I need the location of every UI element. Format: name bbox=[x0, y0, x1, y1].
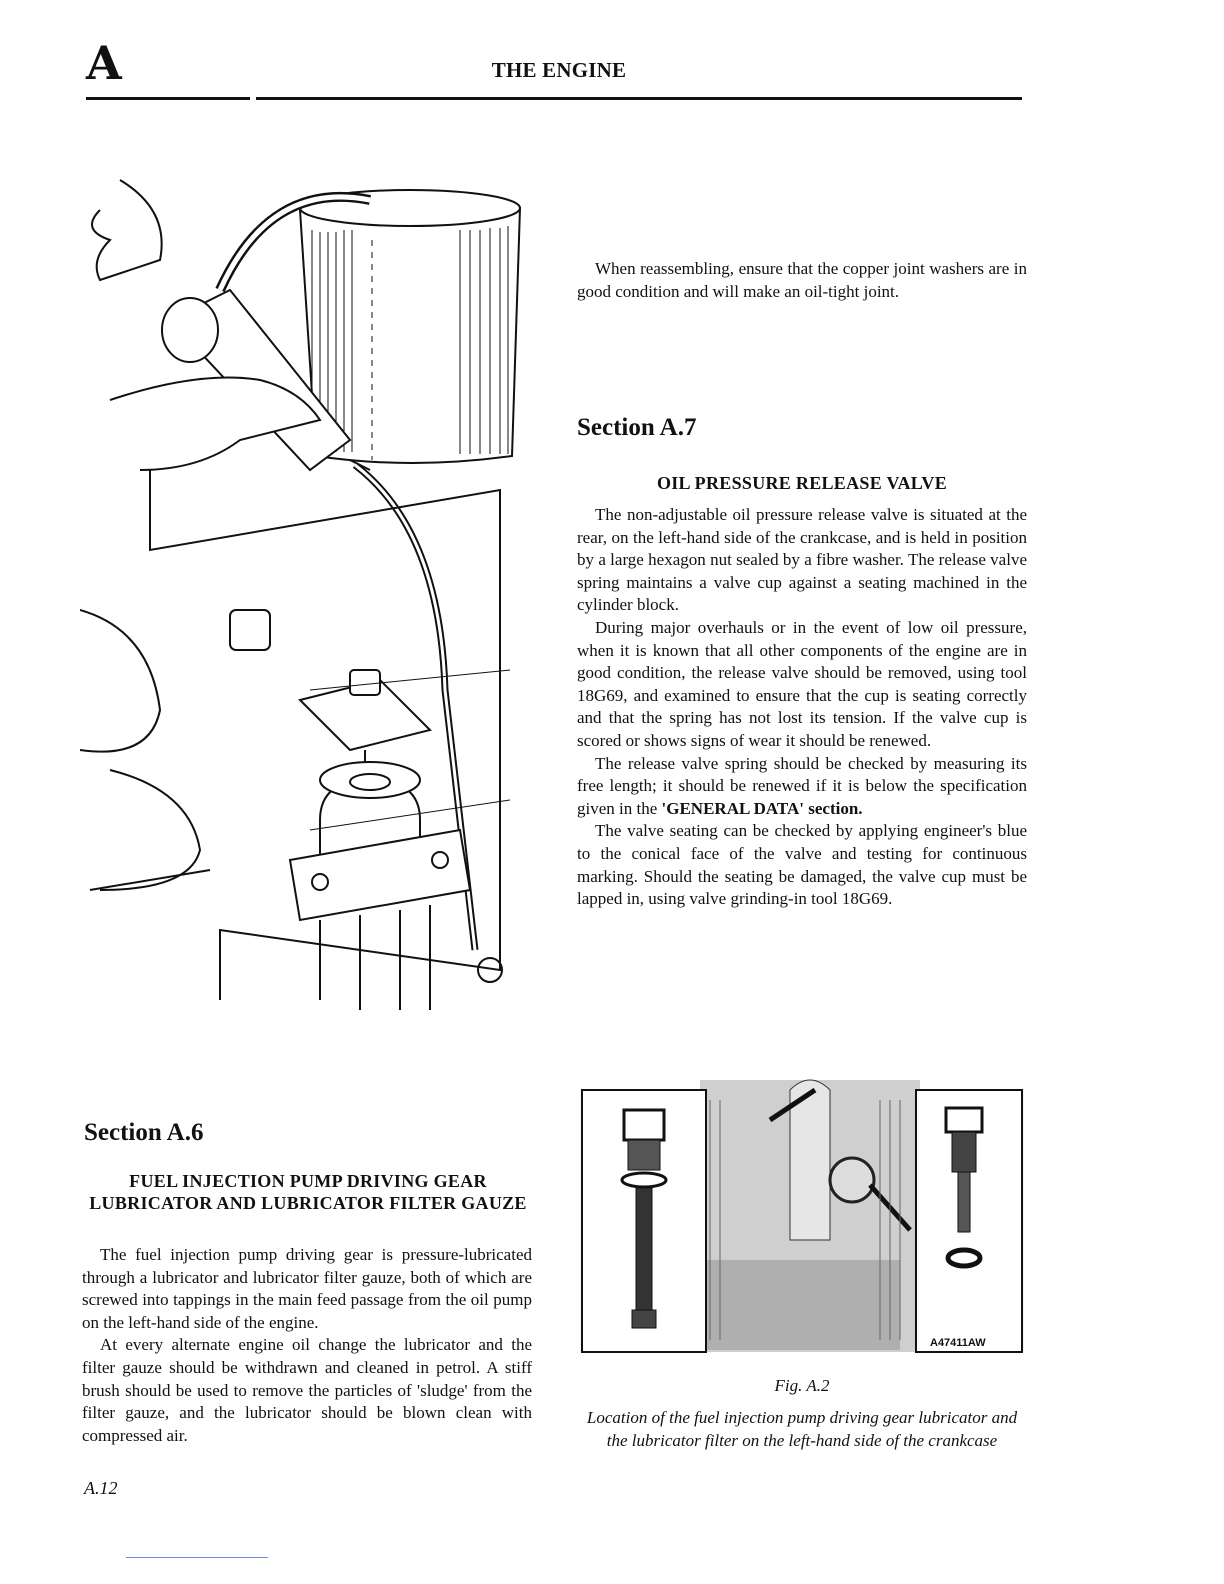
a7-paragraph-text: The release valve spring should be checked by measuring its free length; it should be renewed if it is below the specification given in the bbox=[577, 753, 1027, 818]
section-a6-body bbox=[82, 1244, 532, 1447]
section-a6-title: Section A.6 bbox=[84, 1119, 204, 1146]
figure-code: A47411AW bbox=[930, 1337, 986, 1349]
figure-caption: Location of the fuel injection pump driving gear lubricator and the lubricator filter on the left-hand side of the crankcase bbox=[586, 1408, 1018, 1450]
figure-number: Fig. A.2 bbox=[774, 1376, 830, 1395]
lubricator-photo bbox=[580, 1010, 1024, 1356]
section-a6-subtitle: FUEL INJECTION PUMP DRIVING GEAR LUBRICATOR AND LUBRICATOR FILTER GAUZE bbox=[89, 1171, 527, 1213]
a6-paragraph: The fuel injection pump driving gear is pressure-lubricated through a lubricator and lubricator filter gauze, both of which are screwed into tappings in the main feed passage from the oil pump on the left-hand side of the engine. bbox=[82, 1245, 532, 1332]
oil-can-illustration bbox=[80, 170, 540, 1010]
a7-paragraph: During major overhauls or in the event of low oil pressure, when it is known that all other components of the engine are in good condition, the release valve should be removed, using tool 18G69, and examined to ensure that the cup is seating correctly and that the spring has not lost its tension. If the valve cup is scored or shows signs of wear it should be renewed. bbox=[577, 617, 1027, 750]
reassembly-paragraph: When reassembling, ensure that the copper joint washers are in good condition and will make an oil-tight joint. bbox=[577, 259, 1027, 301]
section-a7-body bbox=[577, 504, 1027, 911]
section-letter: A bbox=[86, 36, 122, 90]
header-rule-right bbox=[256, 97, 1022, 100]
section-a7-subtitle: OIL PRESSURE RELEASE VALVE bbox=[656, 473, 948, 493]
a7-paragraph bbox=[577, 753, 1027, 821]
a6-paragraph: At every alternate engine oil change the lubricator and the filter gauze should be withdrawn and cleaned in petrol. A stiff brush should be used to remove the particles of 'sludge' from the filter gauze, and the lubricator should be blown clean with compressed air. bbox=[82, 1335, 532, 1445]
a7-paragraph: The valve seating can be checked by applying engineer's blue to the conical face of the valve and testing for continuous marking. Should the seating be damaged, the valve cup must be lapped in, using valve grinding-in tool 18G69. bbox=[577, 821, 1027, 909]
general-data-reference: 'GENERAL DATA' section. bbox=[661, 798, 863, 818]
footer-rule bbox=[126, 1557, 268, 1558]
page-number: A.12 bbox=[84, 1478, 118, 1498]
section-a7-title: Section A.7 bbox=[577, 414, 697, 441]
a7-paragraph: The non-adjustable oil pressure release valve is situated at the rear, on the left-hand side of the crankcase, and is held in position by a large hexagon nut sealed by a fibre washer. The release valve spring maintains a valve cup against a seating machined in the cylinder block. bbox=[577, 505, 1027, 615]
running-head: THE ENGINE bbox=[491, 58, 627, 82]
header-rule-left bbox=[86, 97, 250, 100]
reassembly-note bbox=[577, 258, 1027, 303]
